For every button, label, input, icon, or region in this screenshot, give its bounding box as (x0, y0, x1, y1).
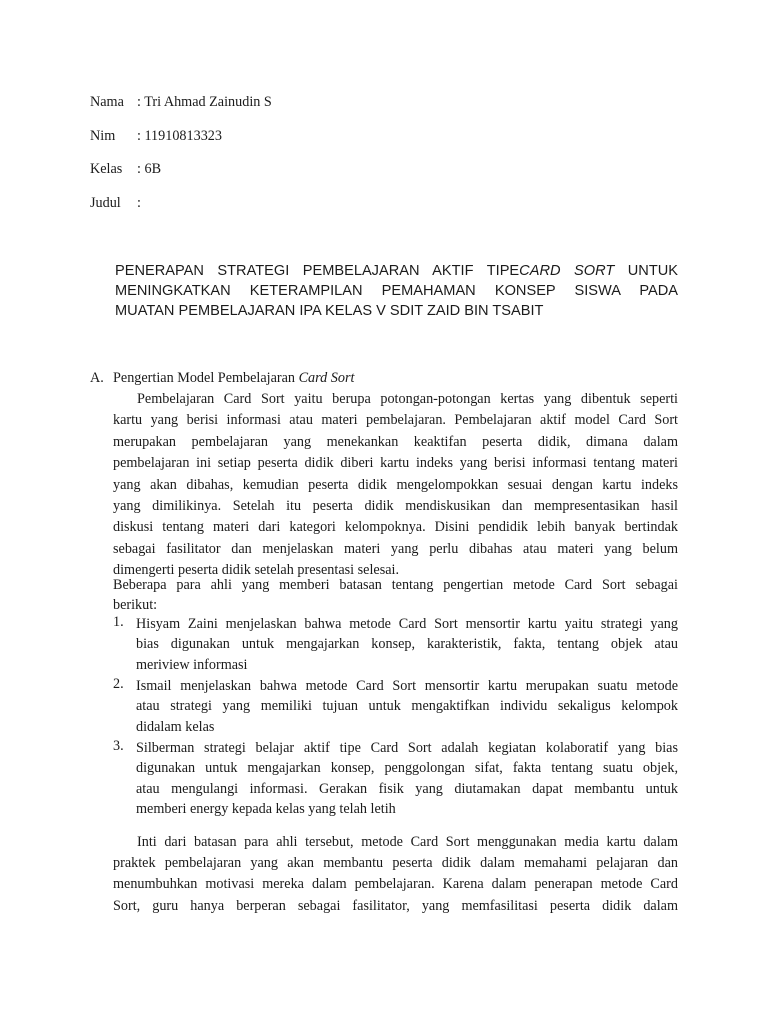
meta-nim-value: : 11910813323 (137, 128, 222, 144)
meta-nim-label: Nim (90, 128, 116, 144)
paragraph-line: yang dimilikinya. Setelah itu peserta didik mendiskusikan dan mempresentasikan hasil (113, 498, 678, 514)
meta-nim-row (90, 128, 222, 145)
paragraph-line: kartu yang berisi informasi atau materi pembelajaran. Pembelajaran aktif model Card Sort (113, 412, 678, 429)
list-number: 1. (113, 614, 124, 630)
document-title-line-1: PENERAPAN STRATEGI PEMBELAJARAN AKTIF TIPECARD SORT UNTUK (115, 263, 679, 279)
paragraph-line: sebagai fasilitator dan menjelaskan materi yang perlu dibahas atau materi yang belum (113, 540, 678, 557)
list-number: 2. (113, 676, 124, 692)
meta-title-row (90, 195, 141, 212)
meta-name-row (90, 94, 272, 111)
meta-class-value: : 6B (137, 161, 162, 177)
list-item-line: memberi energy kepada kelas yang telah letih (136, 800, 396, 817)
paragraph-line: Sort, guru hanya berperan sebagai fasilitator, yang memfasilitasi peserta didik dalam (113, 897, 678, 914)
list-item-line: Silberman strategi belajar aktif tipe Card Sort adalah kegiatan kolaboratif yang bias (136, 740, 678, 756)
paragraph-line: menumbuhkan motivasi mereka dalam pembelajaran. Karena dalam penerapan metode Card (113, 876, 678, 893)
paragraph-line: Pembelajaran Card Sort yaitu berupa potongan-potongan kertas yang dibentuk seperti (137, 391, 678, 407)
paragraph-line: pembelajaran ini setiap peserta didik diberi kartu indeks yang berisi informasi tentang materi (113, 455, 678, 472)
paragraph-line: praktek pembelajaran yang akan membantu peserta didik dalam memahami pelajaran dan (113, 855, 678, 872)
meta-title-label: Judul (90, 195, 121, 211)
meta-name-value: : Tri Ahmad Zainudin S (137, 94, 272, 110)
section-marker: A. (90, 370, 104, 386)
list-item-line: atau mengulangi informasi. Gerakan fisik yang diutamakan dapat membantu untuk (136, 780, 678, 797)
intro-line: berikut: (113, 597, 158, 613)
list-item-line: bias digunakan untuk mengajarkan konsep, karakteristik, fakta, tentang objek atau (136, 636, 678, 653)
paragraph-line: merupakan pembelajaran yang menekankan keaktifan peserta didik, dimana dalam (113, 433, 678, 450)
list-item-line: didalam kelas (136, 718, 215, 735)
meta-title-value: : (137, 195, 141, 211)
section-heading: A. Pengertian Model Pembelajaran Card Sort (90, 370, 355, 386)
list-item-line: meriview informasi (136, 656, 248, 673)
paragraph-line: dimengerti peserta didik setelah presentasi selesai. (113, 562, 400, 579)
meta-class-row (90, 161, 161, 178)
paragraph-line: yang akan dibahas, kemudian peserta didik mengelompokkan sesuai dengan kartu indeks (113, 476, 678, 493)
list-item-line: digunakan untuk mengajarkan konsep, penggolongan sifat, fakta tentang suatu objek, (136, 760, 678, 777)
paragraph-line: diskusi tentang materi dari kategori kelompoknya. Disini pendidik lebih banyak bertindak (113, 519, 678, 536)
list-item-line: Hisyam Zaini menjelaskan bahwa metode Card Sort mensortir kartu yaitu strategi yang (136, 616, 678, 632)
list-item-line: atau strategi yang memiliki tujuan untuk mengaktifkan individu sekaligus kelompok (136, 698, 678, 715)
list-item-line: Ismail menjelaskan bahwa metode Card Sort mensortir kartu merupakan suatu metode (136, 678, 678, 694)
document-title-line-2: MENINGKATKAN KETERAMPILAN PEMAHAMAN KONSEP SISWA PADA (115, 283, 678, 299)
paragraph-line: Inti dari batasan para ahli tersebut, metode Card Sort menggunakan media kartu dalam (137, 834, 678, 850)
document-title-line-3: MUATAN PEMBELAJARAN IPA KELAS V SDIT ZAID BIN TSABIT (115, 303, 544, 319)
meta-class-label: Kelas (90, 161, 123, 177)
intro-line: Beberapa para ahli yang memberi batasan tentang pengertian metode Card Sort sebagai (113, 577, 678, 593)
list-number: 3. (113, 738, 124, 754)
meta-name-label: Nama (90, 94, 124, 110)
